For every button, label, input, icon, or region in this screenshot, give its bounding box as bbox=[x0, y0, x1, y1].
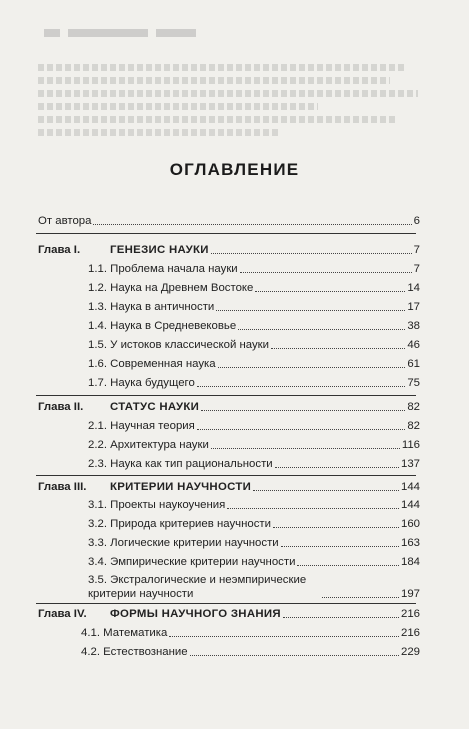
toc-entry-page: 137 bbox=[400, 458, 420, 470]
toc-section bbox=[88, 457, 420, 471]
toc-section bbox=[88, 338, 420, 352]
toc-entry-page: 144 bbox=[400, 481, 420, 493]
leader-dots bbox=[93, 224, 411, 225]
bleed-through-text bbox=[38, 58, 438, 158]
leader-dots bbox=[227, 508, 399, 509]
leader-dots bbox=[240, 272, 412, 273]
toc-section bbox=[88, 498, 420, 512]
toc-section bbox=[81, 626, 420, 640]
toc-entry-page: 7 bbox=[413, 244, 420, 256]
toc-entry-label: 2.1. Научная теория bbox=[88, 420, 195, 432]
toc-entry-page: 160 bbox=[400, 518, 420, 530]
toc-chapter-1 bbox=[38, 243, 420, 257]
toc-entry-page: 229 bbox=[400, 646, 420, 658]
toc-section bbox=[88, 573, 420, 601]
toc-entry-page: 17 bbox=[407, 301, 420, 313]
chapter-title: СТАТУС НАУКИ bbox=[110, 401, 200, 413]
toc-entry-page: 144 bbox=[400, 499, 420, 511]
toc-section bbox=[88, 438, 420, 452]
toc-entry-page: 197 bbox=[400, 588, 420, 600]
chapter-title: ФОРМЫ НАУЧНОГО ЗНАНИЯ bbox=[110, 608, 281, 620]
toc-entry-preface bbox=[38, 214, 420, 228]
toc-entry-label: 3.2. Природа критериев научности bbox=[88, 518, 271, 530]
toc-entry-label: 4.2. Естествознание bbox=[81, 646, 188, 658]
toc-entry-page: 216 bbox=[400, 608, 420, 620]
toc-chapter-2 bbox=[38, 400, 420, 414]
toc-section bbox=[88, 357, 420, 371]
toc-entry-page: 46 bbox=[407, 339, 420, 351]
toc-entry-label: 3.4. Эмпирические критерии научности bbox=[88, 556, 296, 568]
toc-section bbox=[88, 376, 420, 390]
divider bbox=[36, 233, 416, 234]
toc-entry-label: 1.1. Проблема начала науки bbox=[88, 263, 238, 275]
toc-entry-page: 216 bbox=[400, 627, 420, 639]
leader-dots bbox=[218, 367, 406, 368]
toc-entry-page: 75 bbox=[407, 377, 420, 389]
leader-dots bbox=[255, 291, 405, 292]
toc-chapter-3 bbox=[38, 480, 420, 494]
leader-dots bbox=[273, 527, 399, 528]
toc-entry-label: 4.1. Математика bbox=[81, 627, 168, 639]
toc-section bbox=[88, 300, 420, 314]
toc-entry-label: От автора bbox=[38, 215, 92, 227]
toc-entry-label: 1.6. Современная наука bbox=[88, 358, 216, 370]
toc-entry-page: 116 bbox=[401, 439, 420, 451]
toc-entry-page: 7 bbox=[413, 263, 420, 275]
toc-entry-label: 1.5. У истоков классической науки bbox=[88, 339, 270, 351]
leader-dots bbox=[283, 617, 399, 618]
toc-entry-page: 6 bbox=[413, 215, 420, 227]
toc-chapter-4 bbox=[38, 607, 420, 621]
toc-entry-page: 82 bbox=[407, 420, 420, 432]
chapter-number: Глава II. bbox=[38, 401, 84, 413]
leader-dots bbox=[190, 655, 399, 656]
toc-entry-page: 163 bbox=[400, 537, 420, 549]
toc-section bbox=[88, 319, 420, 333]
chapter-title: ГЕНЕЗИС НАУКИ bbox=[110, 244, 209, 256]
leader-dots bbox=[253, 490, 399, 491]
chapter-number: Глава III. bbox=[38, 481, 87, 493]
leader-dots bbox=[197, 429, 406, 430]
leader-dots bbox=[297, 565, 399, 566]
leader-dots bbox=[211, 448, 400, 449]
toc-entry-page: 61 bbox=[407, 358, 420, 370]
toc-section bbox=[81, 645, 420, 659]
toc-entry-label: 1.3. Наука в античности bbox=[88, 301, 215, 313]
toc-section bbox=[88, 517, 420, 531]
toc-section bbox=[88, 555, 420, 569]
chapter-title: КРИТЕРИИ НАУЧНОСТИ bbox=[110, 481, 252, 493]
toc-entry-label: 2.3. Наука как тип рациональности bbox=[88, 458, 273, 470]
toc-entry-label: 3.5. Экстралогические и неэмпирические критерии научности bbox=[88, 574, 307, 600]
leader-dots bbox=[238, 329, 405, 330]
toc-section bbox=[88, 262, 420, 276]
divider bbox=[36, 475, 416, 476]
leader-dots bbox=[275, 467, 399, 468]
toc-entry-label: 1.7. Наука будущего bbox=[88, 377, 195, 389]
toc-entry-page: 82 bbox=[407, 401, 420, 413]
chapter-number: Глава I. bbox=[38, 244, 81, 256]
toc-entry-label: 1.2. Наука на Древнем Востоке bbox=[88, 282, 254, 294]
leader-dots bbox=[201, 410, 405, 411]
chapter-number: Глава IV. bbox=[38, 608, 87, 620]
toc-entry-label: 1.4. Наука в Средневековье bbox=[88, 320, 237, 332]
page-title: ОГЛАВЛЕНИЕ bbox=[169, 160, 300, 179]
divider bbox=[36, 395, 416, 396]
toc-entry-page: 14 bbox=[407, 282, 420, 294]
leader-dots bbox=[169, 636, 399, 637]
toc-entry-page: 184 bbox=[400, 556, 420, 568]
leader-dots bbox=[211, 253, 412, 254]
toc-section bbox=[88, 281, 420, 295]
toc-section bbox=[88, 536, 420, 550]
toc-entry-label: 3.1. Проекты наукоучения bbox=[88, 499, 226, 511]
leader-dots bbox=[281, 546, 399, 547]
toc-section bbox=[88, 419, 420, 433]
faded-running-head bbox=[44, 24, 424, 34]
leader-dots bbox=[197, 386, 406, 387]
toc-entry-label: 2.2. Архитектура науки bbox=[88, 439, 209, 451]
divider bbox=[36, 603, 416, 604]
leader-dots bbox=[322, 597, 399, 598]
leader-dots bbox=[216, 310, 405, 311]
leader-dots bbox=[271, 348, 405, 349]
toc-entry-label: 3.3. Логические критерии научности bbox=[88, 537, 279, 549]
toc-entry-page: 38 bbox=[407, 320, 420, 332]
